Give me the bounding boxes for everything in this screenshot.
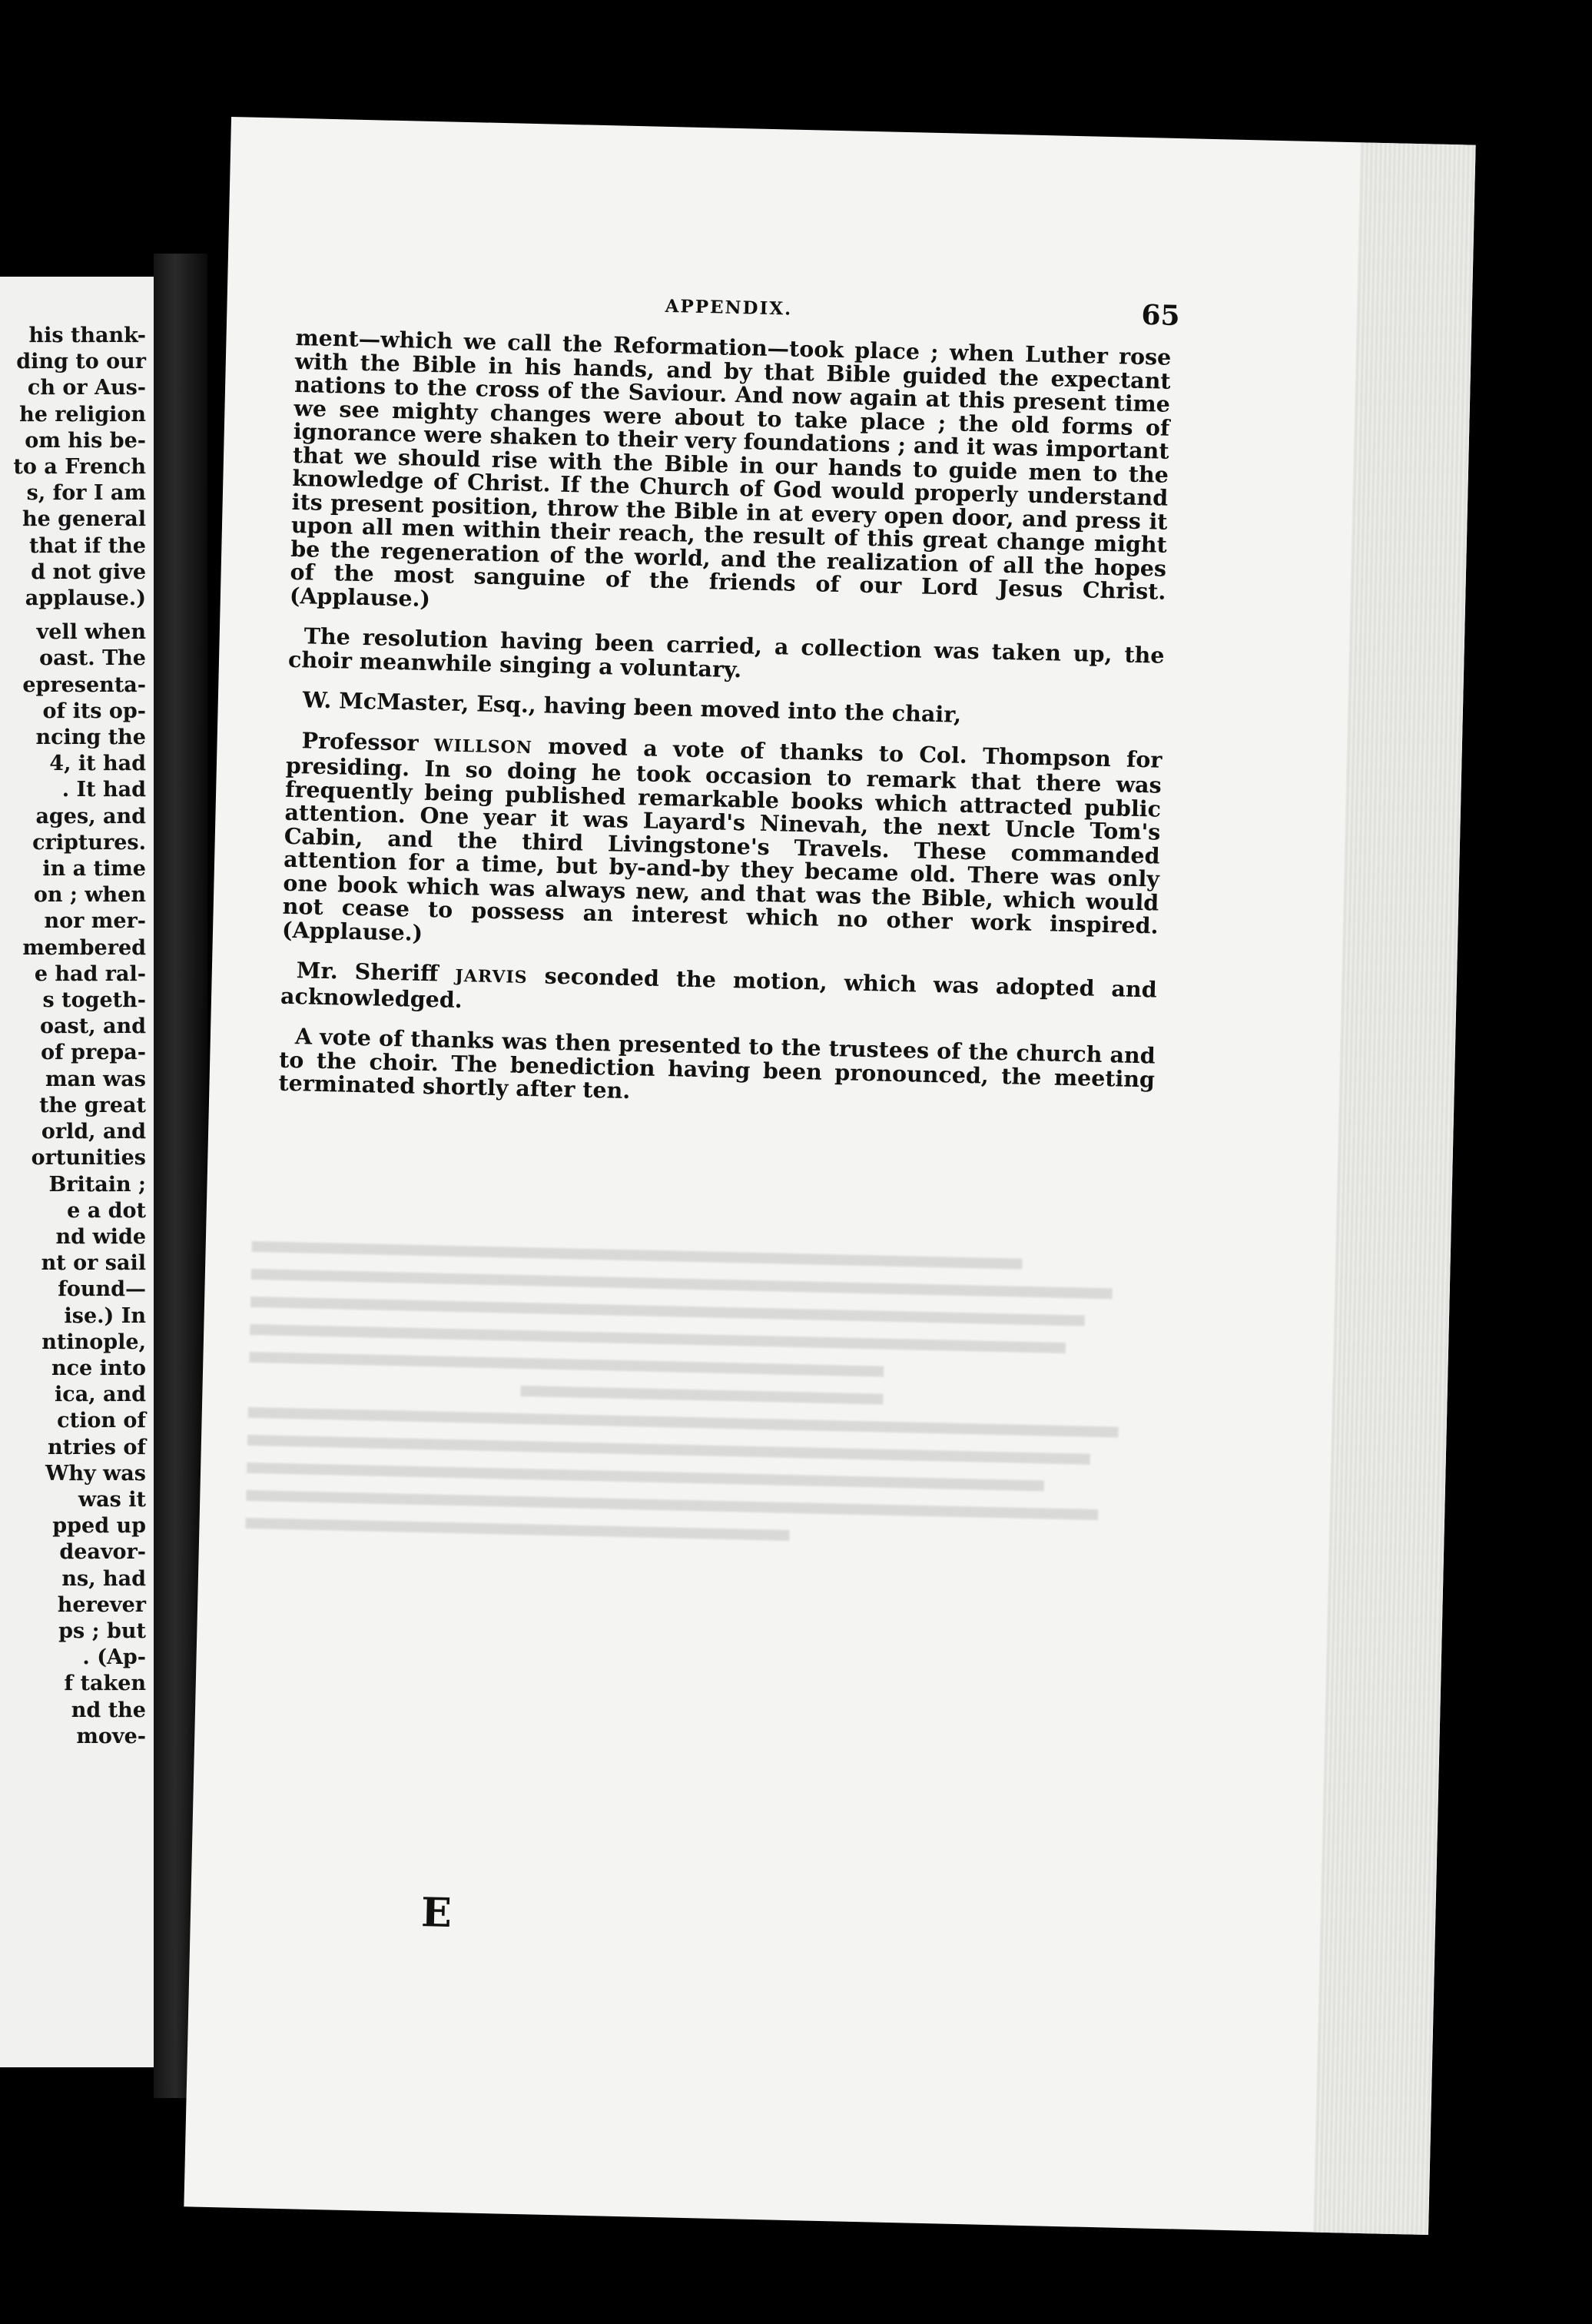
paragraph-text: A vote of thanks was then presented to the trustees of the church and to the choir. The benediction having been pronounced, the meeting terminated shortly after ten. xyxy=(278,1023,1156,1104)
paragraph-reformation xyxy=(290,326,1172,627)
left-page-line: nt or sail xyxy=(41,1251,146,1276)
page-number: 65 xyxy=(1141,298,1181,333)
left-page-line: criptures. xyxy=(32,830,146,855)
speaker-name: JARVIS xyxy=(455,965,528,988)
left-page-line: deavor- xyxy=(59,1540,146,1565)
left-page-line: on ; when xyxy=(33,883,146,908)
left-page-line: Why was xyxy=(45,1461,146,1486)
left-page-line: herever xyxy=(57,1592,146,1617)
left-page-line: ise.) In xyxy=(64,1303,146,1328)
left-page-line: that if the xyxy=(28,533,146,558)
paragraph-text: ment—which we call the Reformation—took place ; when Luther rose with the Bible in his hands, and by that Bible guided the expectant nations to the cross of the Saviour. And now again at this present time we see mighty changes were about to take place ; the old forms of ignorance were shaken to their very foundations ; and it was important that we should rise with the Bible in our hands to guide men to the knowledge of Christ. If the Church of God would properly understand its present position, throw the Bible in at every open door, and press it upon all men within their reach, the result of this great change might be the regeneration of the world, and the realization of all the hopes of the most sanguine of the friends of our Lord Jesus Christ. (Applause.) xyxy=(289,324,1172,612)
speaker-prefix: Mr. Sheriff xyxy=(296,957,439,987)
paragraph-willson-motion xyxy=(282,728,1162,961)
speaker-name: WILLSON xyxy=(433,735,533,758)
left-page-line: 4, it had xyxy=(49,752,146,776)
left-page-line: oast. The xyxy=(39,646,146,671)
left-page-line: pped up xyxy=(52,1514,146,1539)
left-page-line: s, for I am xyxy=(26,481,146,506)
paragraph-collection xyxy=(288,624,1165,691)
running-head: APPENDIX. xyxy=(665,295,793,320)
left-page-line: ps ; but xyxy=(58,1618,146,1643)
left-page-line: was it xyxy=(78,1487,146,1512)
signature-mark: E xyxy=(420,1889,453,1937)
page-body xyxy=(278,326,1172,1131)
left-page-line: . (Ap- xyxy=(82,1645,146,1670)
left-page-line: s togeth- xyxy=(42,988,146,1013)
paragraph-vote-of-thanks xyxy=(278,1024,1156,1114)
paragraph-jarvis-seconded xyxy=(280,958,1157,1028)
right-page xyxy=(184,117,1475,2235)
left-page-line: ding to our xyxy=(16,350,146,374)
left-page-line: e a dot xyxy=(67,1198,146,1223)
left-page-line: ns, had xyxy=(61,1566,146,1591)
left-page-line: vell when xyxy=(36,620,146,645)
left-page-line: om his be- xyxy=(25,428,146,453)
left-page-line: man was xyxy=(45,1067,146,1091)
left-page-line: membered xyxy=(22,935,146,960)
left-page-line: ction of xyxy=(57,1409,146,1433)
left-page-text-column xyxy=(0,323,146,1750)
left-page-line: his thank- xyxy=(28,324,146,347)
paragraph-text: seconded the motion, which was adopted and acknowledged. xyxy=(280,962,1157,1013)
page-edge-stack xyxy=(1313,142,1476,2235)
left-page-line: in a time xyxy=(42,857,146,881)
left-page-line: e had ral- xyxy=(34,961,146,986)
left-page-line: Britain ; xyxy=(48,1172,146,1197)
left-page-line: nor mer- xyxy=(44,909,146,934)
left-page-line: the great xyxy=(39,1093,146,1117)
paragraph-gap xyxy=(0,612,146,619)
left-page-line: he religion xyxy=(19,402,146,427)
left-page-line: found— xyxy=(58,1277,146,1302)
left-page-line: f taken xyxy=(64,1672,146,1696)
left-page-line: nd wide xyxy=(55,1224,146,1249)
speaker-prefix: Professor xyxy=(301,726,420,756)
left-page-line: ortunities xyxy=(31,1146,146,1170)
left-page-line: to a French xyxy=(13,455,146,480)
left-page-line: ncing the xyxy=(35,725,146,750)
left-page-line: ch or Aus- xyxy=(27,376,146,400)
paragraph-text: W. McMaster, Esq., having been moved into the chair, xyxy=(302,686,962,728)
left-page-line: applause.) xyxy=(25,586,146,611)
left-facing-page xyxy=(0,277,154,2067)
left-page-line: nce into xyxy=(51,1356,146,1380)
paragraph-chair xyxy=(287,688,1163,731)
paragraph-text: moved a vote of thanks to Col. Thompson for presiding. In so doing he took occasion to remark that there was frequently being published remarkable books which attracted public attention. One year it was Layard's Ninevah, the next Uncle Tom's Cabin, and the third Livingstone's Travels. These commanded attention for a time, but by-and-by they became old. There was only one book which was always new, and that was the Bible, which would not cease to possess an interest which no other work inspired. (Applause.) xyxy=(281,732,1162,946)
left-page-line: oast, and xyxy=(40,1014,146,1039)
left-page-line: orld, and xyxy=(41,1120,146,1144)
left-page-line: he general xyxy=(22,507,146,532)
left-page-line: nd the xyxy=(71,1698,146,1722)
left-page-line: . It had xyxy=(61,778,146,802)
left-page-line: epresenta- xyxy=(22,672,146,697)
left-page-line: of its op- xyxy=(42,699,146,723)
left-page-line: ntinople, xyxy=(41,1330,146,1354)
left-page-line: ntries of xyxy=(48,1435,146,1459)
left-page-line: of prepa- xyxy=(41,1041,146,1065)
left-page-line: ages, and xyxy=(35,804,146,828)
left-page-line: ica, and xyxy=(55,1383,146,1407)
paragraph-text: The resolution having been carried, a collection was taken up, the choir meanwhile singing a voluntary. xyxy=(287,622,1165,682)
show-through-text xyxy=(240,1224,1159,1783)
left-page-line: move- xyxy=(76,1724,146,1748)
left-page-line: d not give xyxy=(31,559,146,584)
